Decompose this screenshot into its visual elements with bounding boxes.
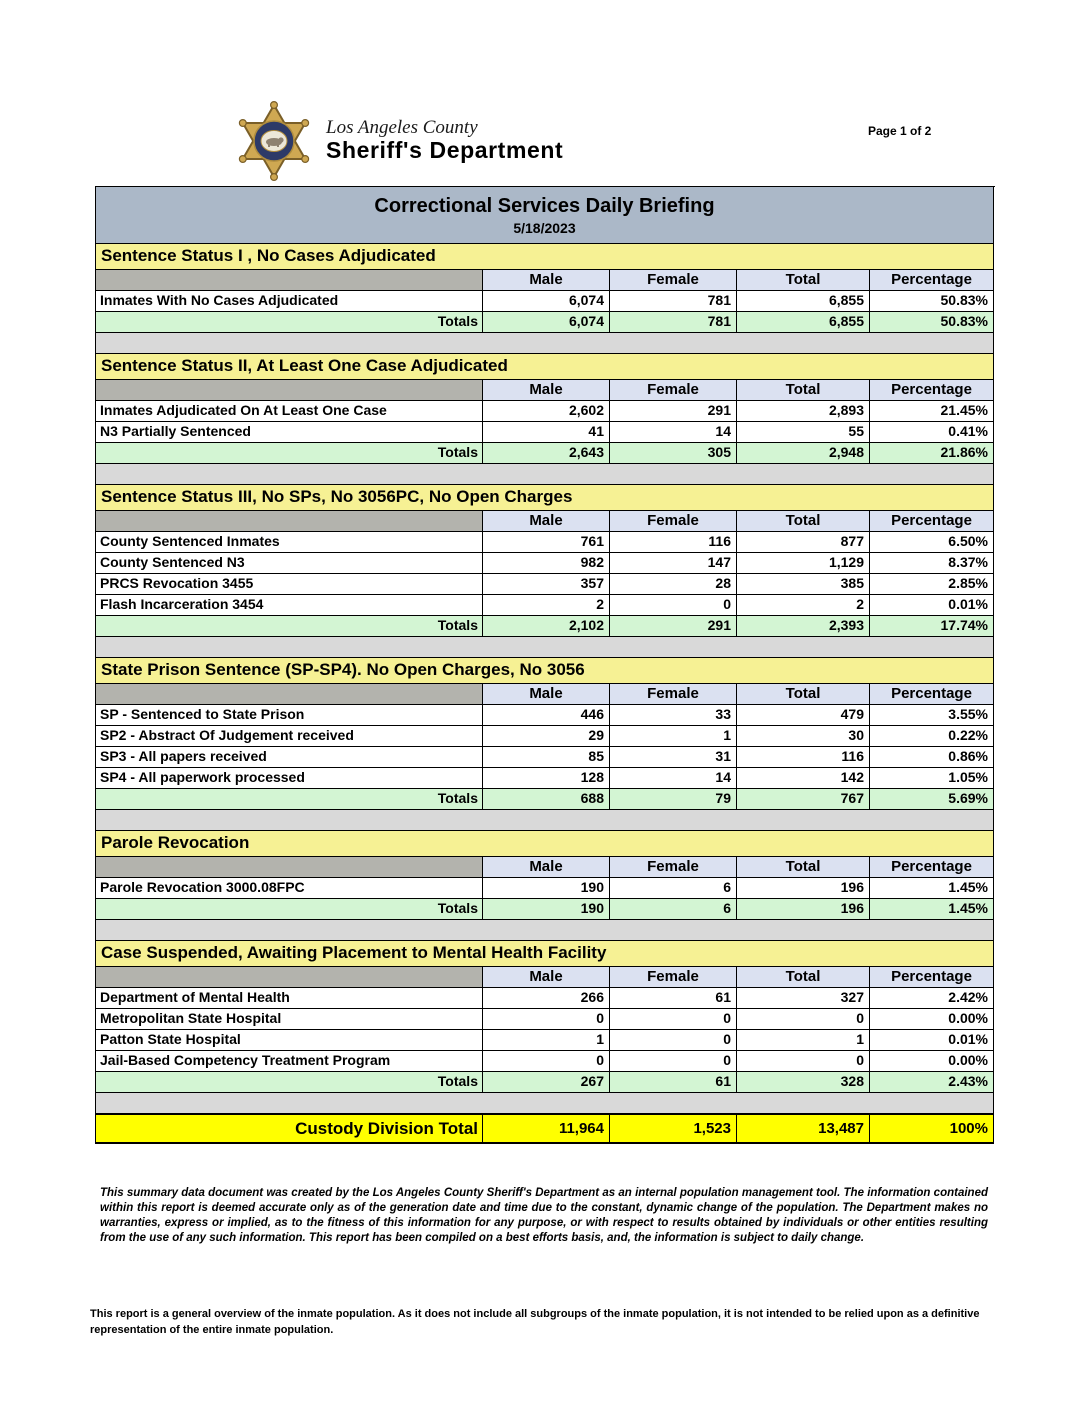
totals-percentage: 21.86% — [870, 443, 994, 464]
row-label: County Sentenced N3 — [96, 553, 483, 574]
totals-label: Totals — [96, 616, 483, 637]
cell-female: 61 — [610, 988, 737, 1009]
section-spacer — [96, 920, 995, 941]
corner-cell — [96, 684, 483, 705]
row-label: SP3 - All papers received — [96, 747, 483, 768]
data-row — [96, 595, 995, 616]
column-header-row — [96, 857, 995, 878]
cell-total: 479 — [737, 705, 870, 726]
cell-total: 327 — [737, 988, 870, 1009]
spacer — [96, 810, 994, 831]
cell-male: 6,074 — [483, 291, 610, 312]
row-label: SP2 - Abstract Of Judgement received — [96, 726, 483, 747]
cell-total: 0 — [737, 1009, 870, 1030]
section-header-row — [96, 658, 995, 684]
spacer — [96, 333, 994, 354]
column-header-row — [96, 270, 995, 291]
column-header-row — [96, 511, 995, 532]
cell-male: 128 — [483, 768, 610, 789]
sections-container — [96, 244, 995, 1114]
spacer — [96, 1093, 994, 1114]
cell-male: 266 — [483, 988, 610, 1009]
totals-percentage: 1.45% — [870, 899, 994, 920]
cell-female: 31 — [610, 747, 737, 768]
cell-male: 0 — [483, 1051, 610, 1072]
cell-female: 1 — [610, 726, 737, 747]
grand-total-label: Custody Division Total — [96, 1114, 483, 1144]
cell-female: 0 — [610, 1009, 737, 1030]
row-label: Department of Mental Health — [96, 988, 483, 1009]
cell-male: 357 — [483, 574, 610, 595]
section-title: Sentence Status I , No Cases Adjudicated — [96, 244, 994, 270]
cell-male: 2 — [483, 595, 610, 616]
row-label: Metropolitan State Hospital — [96, 1009, 483, 1030]
cell-female: 781 — [610, 291, 737, 312]
cell-male: 446 — [483, 705, 610, 726]
section-spacer — [96, 464, 995, 485]
org-department-line: Sheriff's Department — [326, 137, 564, 163]
section-title: Parole Revocation — [96, 831, 994, 857]
row-label: Jail-Based Competency Treatment Program — [96, 1051, 483, 1072]
cell-total: 142 — [737, 768, 870, 789]
cell-percentage: 50.83% — [870, 291, 994, 312]
data-row — [96, 747, 995, 768]
section-header-row — [96, 354, 995, 380]
column-header-female: Female — [610, 684, 737, 705]
cell-female: 0 — [610, 1051, 737, 1072]
column-header-male: Male — [483, 270, 610, 291]
report-date: 5/18/2023 — [513, 220, 576, 236]
report-title-cell — [96, 187, 994, 244]
totals-female: 291 — [610, 616, 737, 637]
data-row — [96, 726, 995, 747]
totals-label: Totals — [96, 312, 483, 333]
totals-row — [96, 443, 995, 464]
column-header-total: Total — [737, 511, 870, 532]
data-row — [96, 422, 995, 443]
totals-female: 6 — [610, 899, 737, 920]
report-title: Correctional Services Daily Briefing — [374, 195, 715, 217]
section-title: Case Suspended, Awaiting Placement to Mental Health Facility — [96, 941, 994, 967]
cell-percentage: 8.37% — [870, 553, 994, 574]
cell-male: 1 — [483, 1030, 610, 1051]
column-header-female: Female — [610, 270, 737, 291]
totals-male: 688 — [483, 789, 610, 810]
cell-female: 14 — [610, 768, 737, 789]
row-label: SP4 - All paperwork processed — [96, 768, 483, 789]
row-label: N3 Partially Sentenced — [96, 422, 483, 443]
column-header-row — [96, 684, 995, 705]
data-row — [96, 532, 995, 553]
cell-female: 6 — [610, 878, 737, 899]
cell-female: 28 — [610, 574, 737, 595]
totals-label: Totals — [96, 789, 483, 810]
cell-male: 41 — [483, 422, 610, 443]
section-title: Sentence Status II, At Least One Case Adjudicated — [96, 354, 994, 380]
column-header-male: Male — [483, 967, 610, 988]
spacer — [96, 920, 994, 941]
row-label: SP - Sentenced to State Prison — [96, 705, 483, 726]
data-row — [96, 291, 995, 312]
totals-row — [96, 1072, 995, 1093]
cell-male: 982 — [483, 553, 610, 574]
cell-total: 2 — [737, 595, 870, 616]
cell-female: 14 — [610, 422, 737, 443]
cell-male: 190 — [483, 878, 610, 899]
totals-percentage: 2.43% — [870, 1072, 994, 1093]
totals-row — [96, 312, 995, 333]
section-spacer — [96, 1093, 995, 1114]
cell-total: 0 — [737, 1051, 870, 1072]
section-spacer — [96, 810, 995, 831]
row-label: Patton State Hospital — [96, 1030, 483, 1051]
cell-total: 30 — [737, 726, 870, 747]
cell-percentage: 21.45% — [870, 401, 994, 422]
row-label: PRCS Revocation 3455 — [96, 574, 483, 595]
disclaimer-text: This summary data document was created by the Los Angeles County Sheriff's Department as an internal population management tool. The information contained within this report is deemed accurate only as of the generation date and time due to the constant, dynamic change of the population. The Department makes no warranties, express or implied, as to the fitness of this information for any purpose, or with respect to results obtained by individuals or other entities resulting from the use of any such information. This report has been compiled on a best efforts basis, and, the information is subject to daily change. — [100, 1187, 988, 1244]
data-row — [96, 988, 995, 1009]
cell-total: 385 — [737, 574, 870, 595]
cell-percentage: 0.01% — [870, 1030, 994, 1051]
grand-total-total: 13,487 — [737, 1114, 870, 1144]
totals-row — [96, 616, 995, 637]
row-label: County Sentenced Inmates — [96, 532, 483, 553]
cell-male: 85 — [483, 747, 610, 768]
cell-female: 116 — [610, 532, 737, 553]
totals-percentage: 50.83% — [870, 312, 994, 333]
column-header-male: Male — [483, 511, 610, 532]
report-title-bar — [96, 187, 995, 244]
totals-male: 190 — [483, 899, 610, 920]
totals-percentage: 5.69% — [870, 789, 994, 810]
totals-row — [96, 789, 995, 810]
overview-note-text: This report is a general overview of the inmate population. As it does not include all subgroups of the inmate population, it is not intended to be relied upon as a definitive representation of the entire inmate population. — [90, 1308, 980, 1336]
cell-male: 761 — [483, 532, 610, 553]
totals-total: 767 — [737, 789, 870, 810]
totals-female: 79 — [610, 789, 737, 810]
section-header-row — [96, 831, 995, 857]
section-title: Sentence Status III, No SPs, No 3056PC, No Open Charges — [96, 485, 994, 511]
totals-label: Totals — [96, 1072, 483, 1093]
column-header-total: Total — [737, 967, 870, 988]
totals-male: 267 — [483, 1072, 610, 1093]
corner-cell — [96, 380, 483, 401]
column-header-percentage: Percentage — [870, 857, 994, 878]
totals-female: 61 — [610, 1072, 737, 1093]
section-header-row — [96, 244, 995, 270]
cell-percentage: 0.00% — [870, 1051, 994, 1072]
column-header-male: Male — [483, 380, 610, 401]
column-header-percentage: Percentage — [870, 684, 994, 705]
totals-total: 2,393 — [737, 616, 870, 637]
cell-percentage: 0.01% — [870, 595, 994, 616]
cell-percentage: 0.00% — [870, 1009, 994, 1030]
cell-percentage: 0.22% — [870, 726, 994, 747]
section-header-row — [96, 485, 995, 511]
column-header-row — [96, 967, 995, 988]
column-header-percentage: Percentage — [870, 967, 994, 988]
cell-percentage: 0.86% — [870, 747, 994, 768]
column-header-female: Female — [610, 967, 737, 988]
cell-female: 0 — [610, 1030, 737, 1051]
cell-total: 877 — [737, 532, 870, 553]
data-row — [96, 705, 995, 726]
totals-male: 6,074 — [483, 312, 610, 333]
totals-label: Totals — [96, 899, 483, 920]
totals-total: 196 — [737, 899, 870, 920]
cell-percentage: 2.42% — [870, 988, 994, 1009]
cell-female: 0 — [610, 595, 737, 616]
cell-total: 1,129 — [737, 553, 870, 574]
section-header-row — [96, 941, 995, 967]
corner-cell — [96, 967, 483, 988]
data-row — [96, 1030, 995, 1051]
column-header-total: Total — [737, 857, 870, 878]
cell-total: 55 — [737, 422, 870, 443]
page-number-label: Page 1 of 2 — [868, 124, 932, 138]
section-spacer — [96, 637, 995, 658]
cell-percentage: 6.50% — [870, 532, 994, 553]
cell-male: 0 — [483, 1009, 610, 1030]
data-row — [96, 878, 995, 899]
column-header-total: Total — [737, 270, 870, 291]
column-header-row — [96, 380, 995, 401]
section-spacer — [96, 333, 995, 354]
data-row — [96, 1009, 995, 1030]
cell-total: 6,855 — [737, 291, 870, 312]
corner-cell — [96, 511, 483, 532]
column-header-male: Male — [483, 857, 610, 878]
column-header-female: Female — [610, 380, 737, 401]
column-header-female: Female — [610, 857, 737, 878]
data-row — [96, 401, 995, 422]
cell-female: 147 — [610, 553, 737, 574]
row-label: Inmates Adjudicated On At Least One Case — [96, 401, 483, 422]
totals-label: Totals — [96, 443, 483, 464]
grand-total-female: 1,523 — [610, 1114, 737, 1144]
sheriff-badge-icon — [232, 100, 316, 188]
cell-female: 291 — [610, 401, 737, 422]
grand-total-percentage: 100% — [870, 1114, 994, 1144]
cell-male: 2,602 — [483, 401, 610, 422]
column-header-total: Total — [737, 380, 870, 401]
totals-total: 2,948 — [737, 443, 870, 464]
column-header-percentage: Percentage — [870, 270, 994, 291]
cell-percentage: 3.55% — [870, 705, 994, 726]
grand-total-row — [96, 1114, 995, 1144]
column-header-male: Male — [483, 684, 610, 705]
totals-male: 2,102 — [483, 616, 610, 637]
column-header-percentage: Percentage — [870, 380, 994, 401]
org-county-line: Los Angeles County — [326, 117, 478, 138]
totals-female: 781 — [610, 312, 737, 333]
corner-cell — [96, 270, 483, 291]
row-label: Flash Incarceration 3454 — [96, 595, 483, 616]
corner-cell — [96, 857, 483, 878]
column-header-percentage: Percentage — [870, 511, 994, 532]
totals-total: 328 — [737, 1072, 870, 1093]
cell-male: 29 — [483, 726, 610, 747]
section-title: State Prison Sentence (SP-SP4). No Open Charges, No 3056 — [96, 658, 994, 684]
cell-percentage: 2.85% — [870, 574, 994, 595]
row-label: Parole Revocation 3000.08FPC — [96, 878, 483, 899]
cell-percentage: 0.41% — [870, 422, 994, 443]
cell-percentage: 1.45% — [870, 878, 994, 899]
data-row — [96, 768, 995, 789]
cell-percentage: 1.05% — [870, 768, 994, 789]
totals-row — [96, 899, 995, 920]
totals-total: 6,855 — [737, 312, 870, 333]
row-label: Inmates With No Cases Adjudicated — [96, 291, 483, 312]
data-row — [96, 553, 995, 574]
spacer — [96, 464, 994, 485]
totals-percentage: 17.74% — [870, 616, 994, 637]
column-header-total: Total — [737, 684, 870, 705]
cell-total: 116 — [737, 747, 870, 768]
spacer — [96, 637, 994, 658]
cell-total: 196 — [737, 878, 870, 899]
data-row — [96, 574, 995, 595]
cell-total: 1 — [737, 1030, 870, 1051]
daily-briefing-table — [95, 186, 995, 1144]
data-row — [96, 1051, 995, 1072]
totals-female: 305 — [610, 443, 737, 464]
organization-name — [326, 118, 563, 162]
grand-total-male: 11,964 — [483, 1114, 610, 1144]
cell-female: 33 — [610, 705, 737, 726]
cell-total: 2,893 — [737, 401, 870, 422]
column-header-female: Female — [610, 511, 737, 532]
totals-male: 2,643 — [483, 443, 610, 464]
